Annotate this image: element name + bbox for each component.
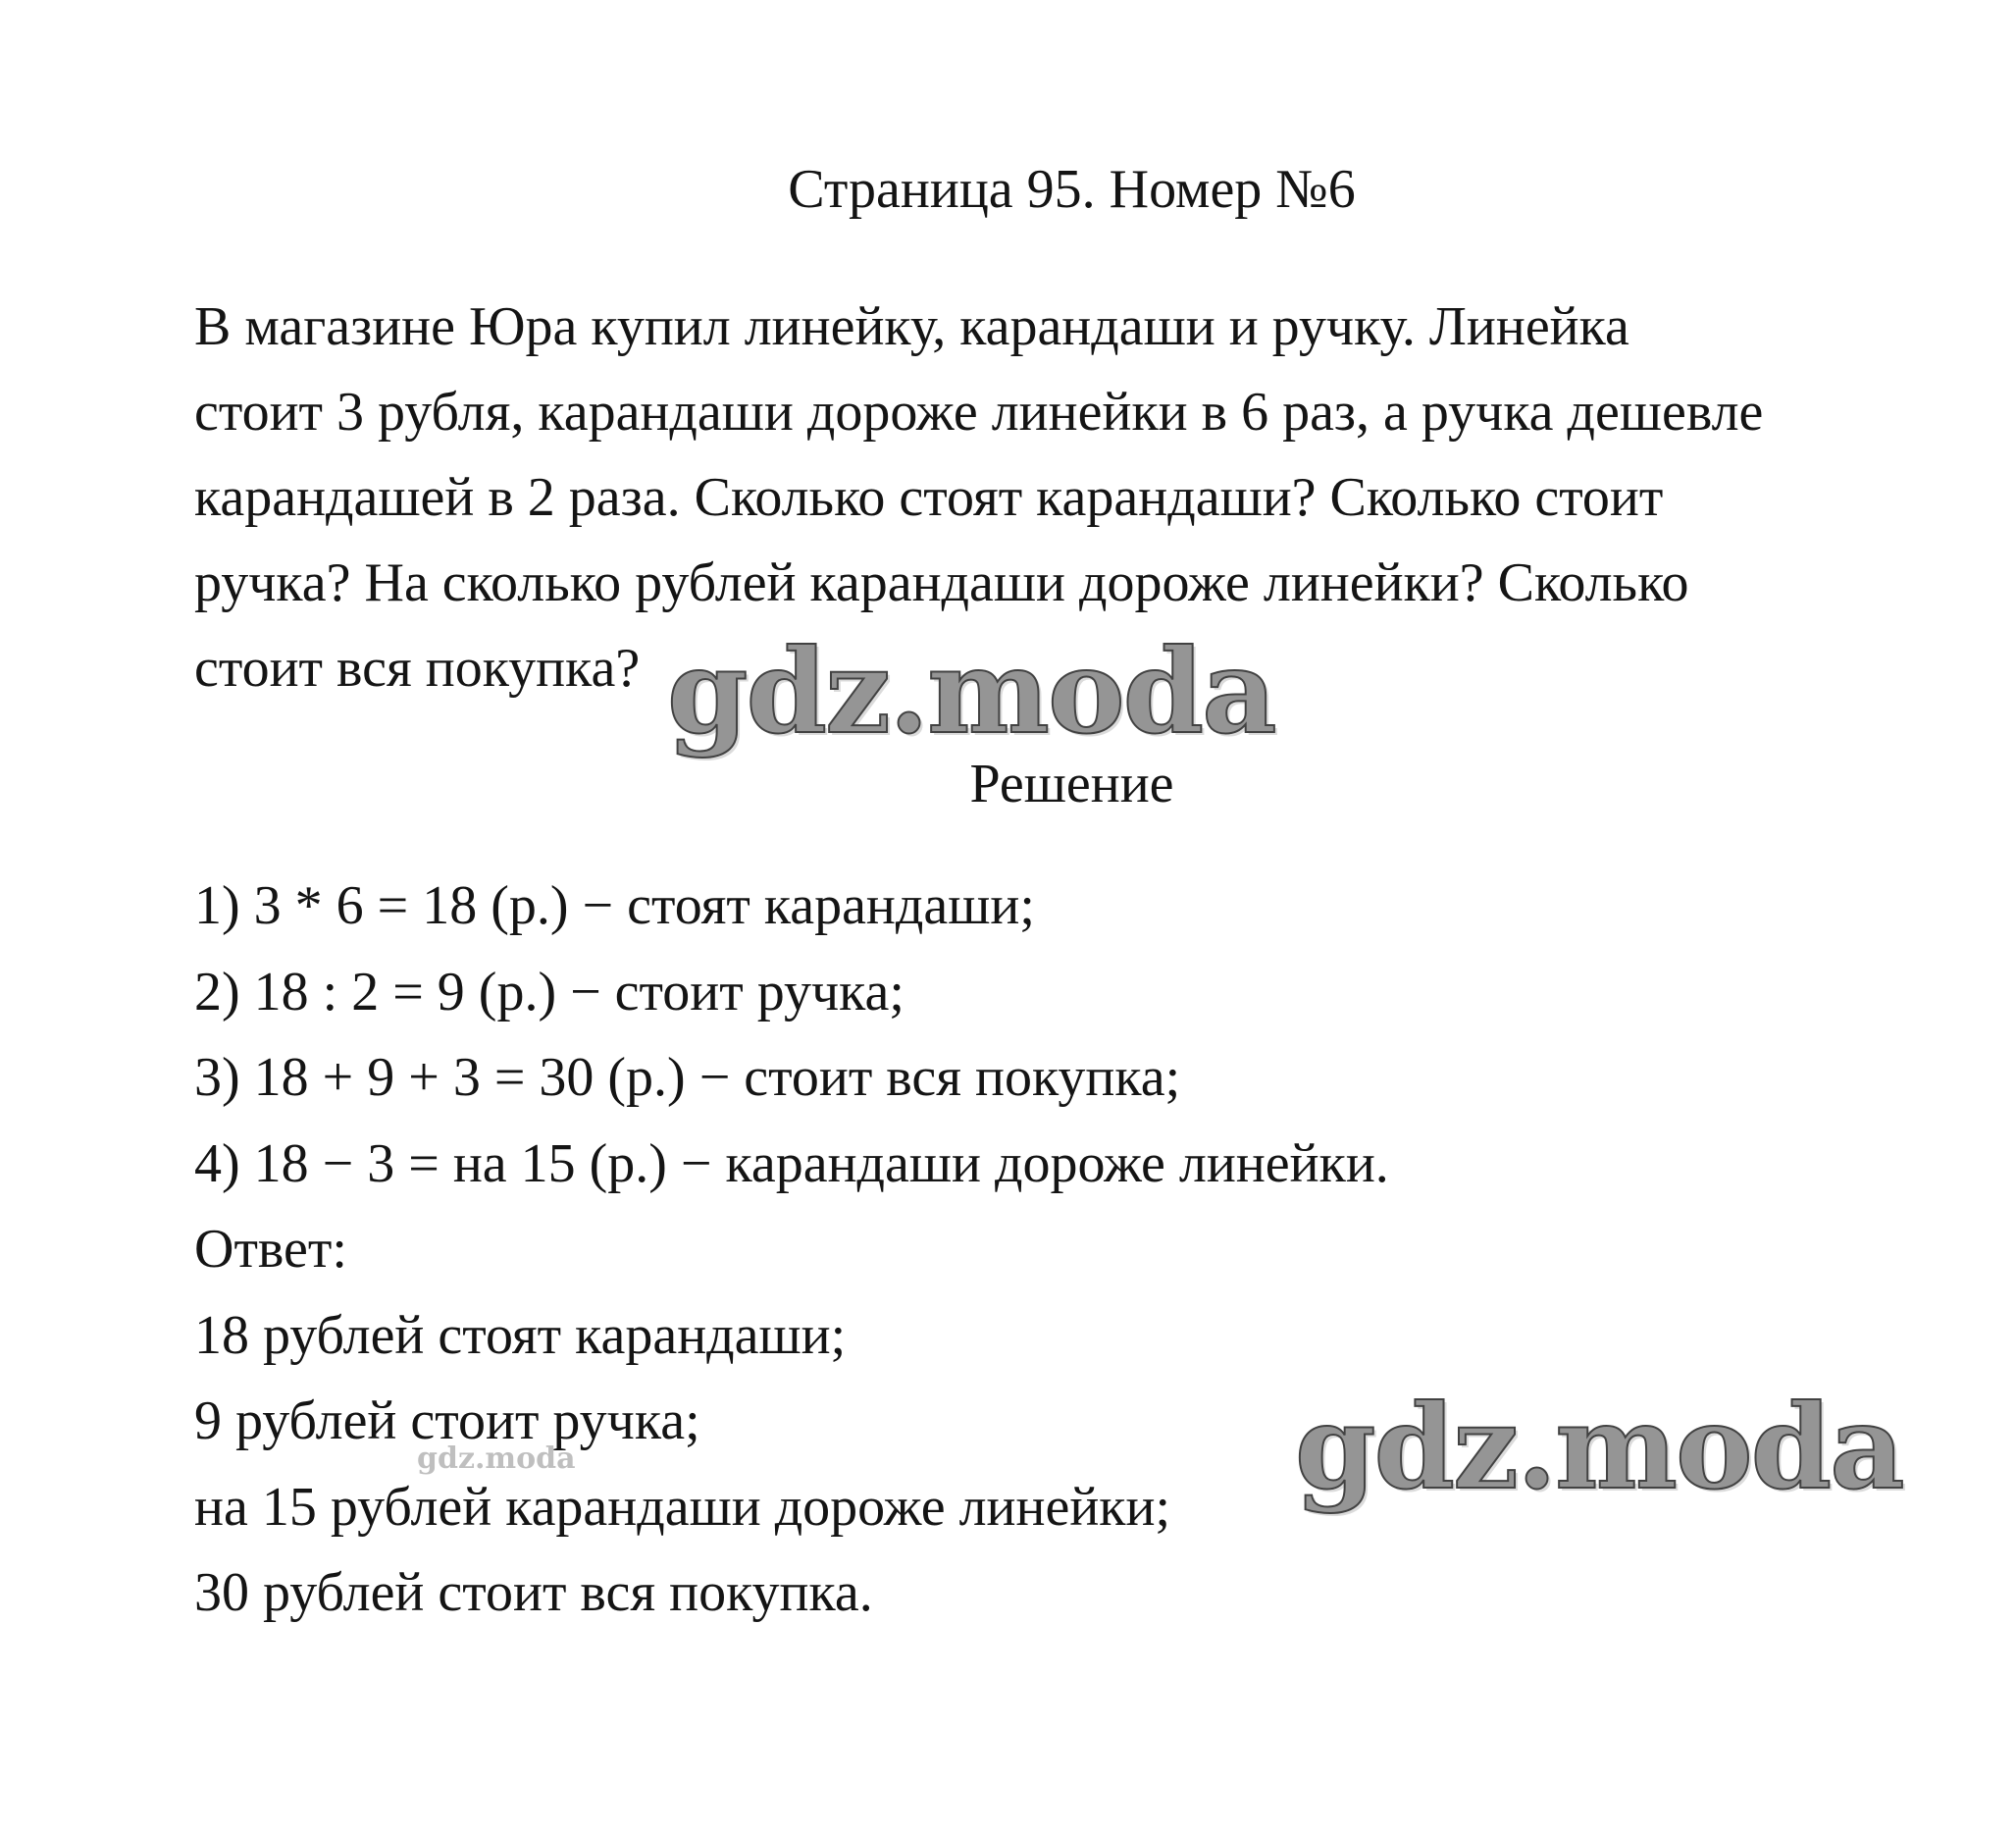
solution-step: 4) 18 − 3 = на 15 (р.) − карандаши дороже линейки. — [194, 1132, 1389, 1194]
watermark-logo: gdz.moda — [667, 623, 1275, 760]
answer-line: на 15 рублей карандаши дороже линейки; — [194, 1476, 1171, 1538]
problem-line: стоит вся покупка? — [194, 638, 641, 699]
answer-label: Ответ: — [194, 1219, 347, 1280]
solution-step: 2) 18 : 2 = 9 (р.) − стоит ручка; — [194, 961, 905, 1022]
watermark-logo: gdz.moda — [1295, 1379, 1903, 1515]
solution-step: 3) 18 + 9 + 3 = 30 (р.) − стоит вся покупка; — [194, 1047, 1181, 1108]
answer-line: 18 рублей стоят карандаши; — [194, 1304, 847, 1366]
solution-body — [194, 864, 1862, 1637]
problem-line: карандашей в 2 раза. Сколько стоят карандаши? Сколько стоит — [194, 467, 1664, 528]
page-title: Страница 95. Номер №6 — [788, 159, 1356, 220]
answer-line: 30 рублей стоит вся покупка. — [194, 1562, 873, 1623]
watermark-small: gdz.moda — [417, 1441, 576, 1476]
problem-line: стоит 3 рубля, карандаши дороже линейки в 6 раз, а ручка дешевле — [194, 382, 1764, 443]
problem-line: ручка? На сколько рублей карандаши дороже линейки? Сколько — [194, 552, 1689, 613]
solution-heading: Решение — [969, 754, 1174, 814]
solution-step: 1) 3 * 6 = 18 (р.) − стоят карандаши; — [194, 875, 1035, 936]
answer-line: 9 рублей стоит ручка; — [194, 1390, 700, 1451]
problem-line: В магазине Юра купил линейку, карандаши и ручку. Линейка — [194, 296, 1629, 357]
